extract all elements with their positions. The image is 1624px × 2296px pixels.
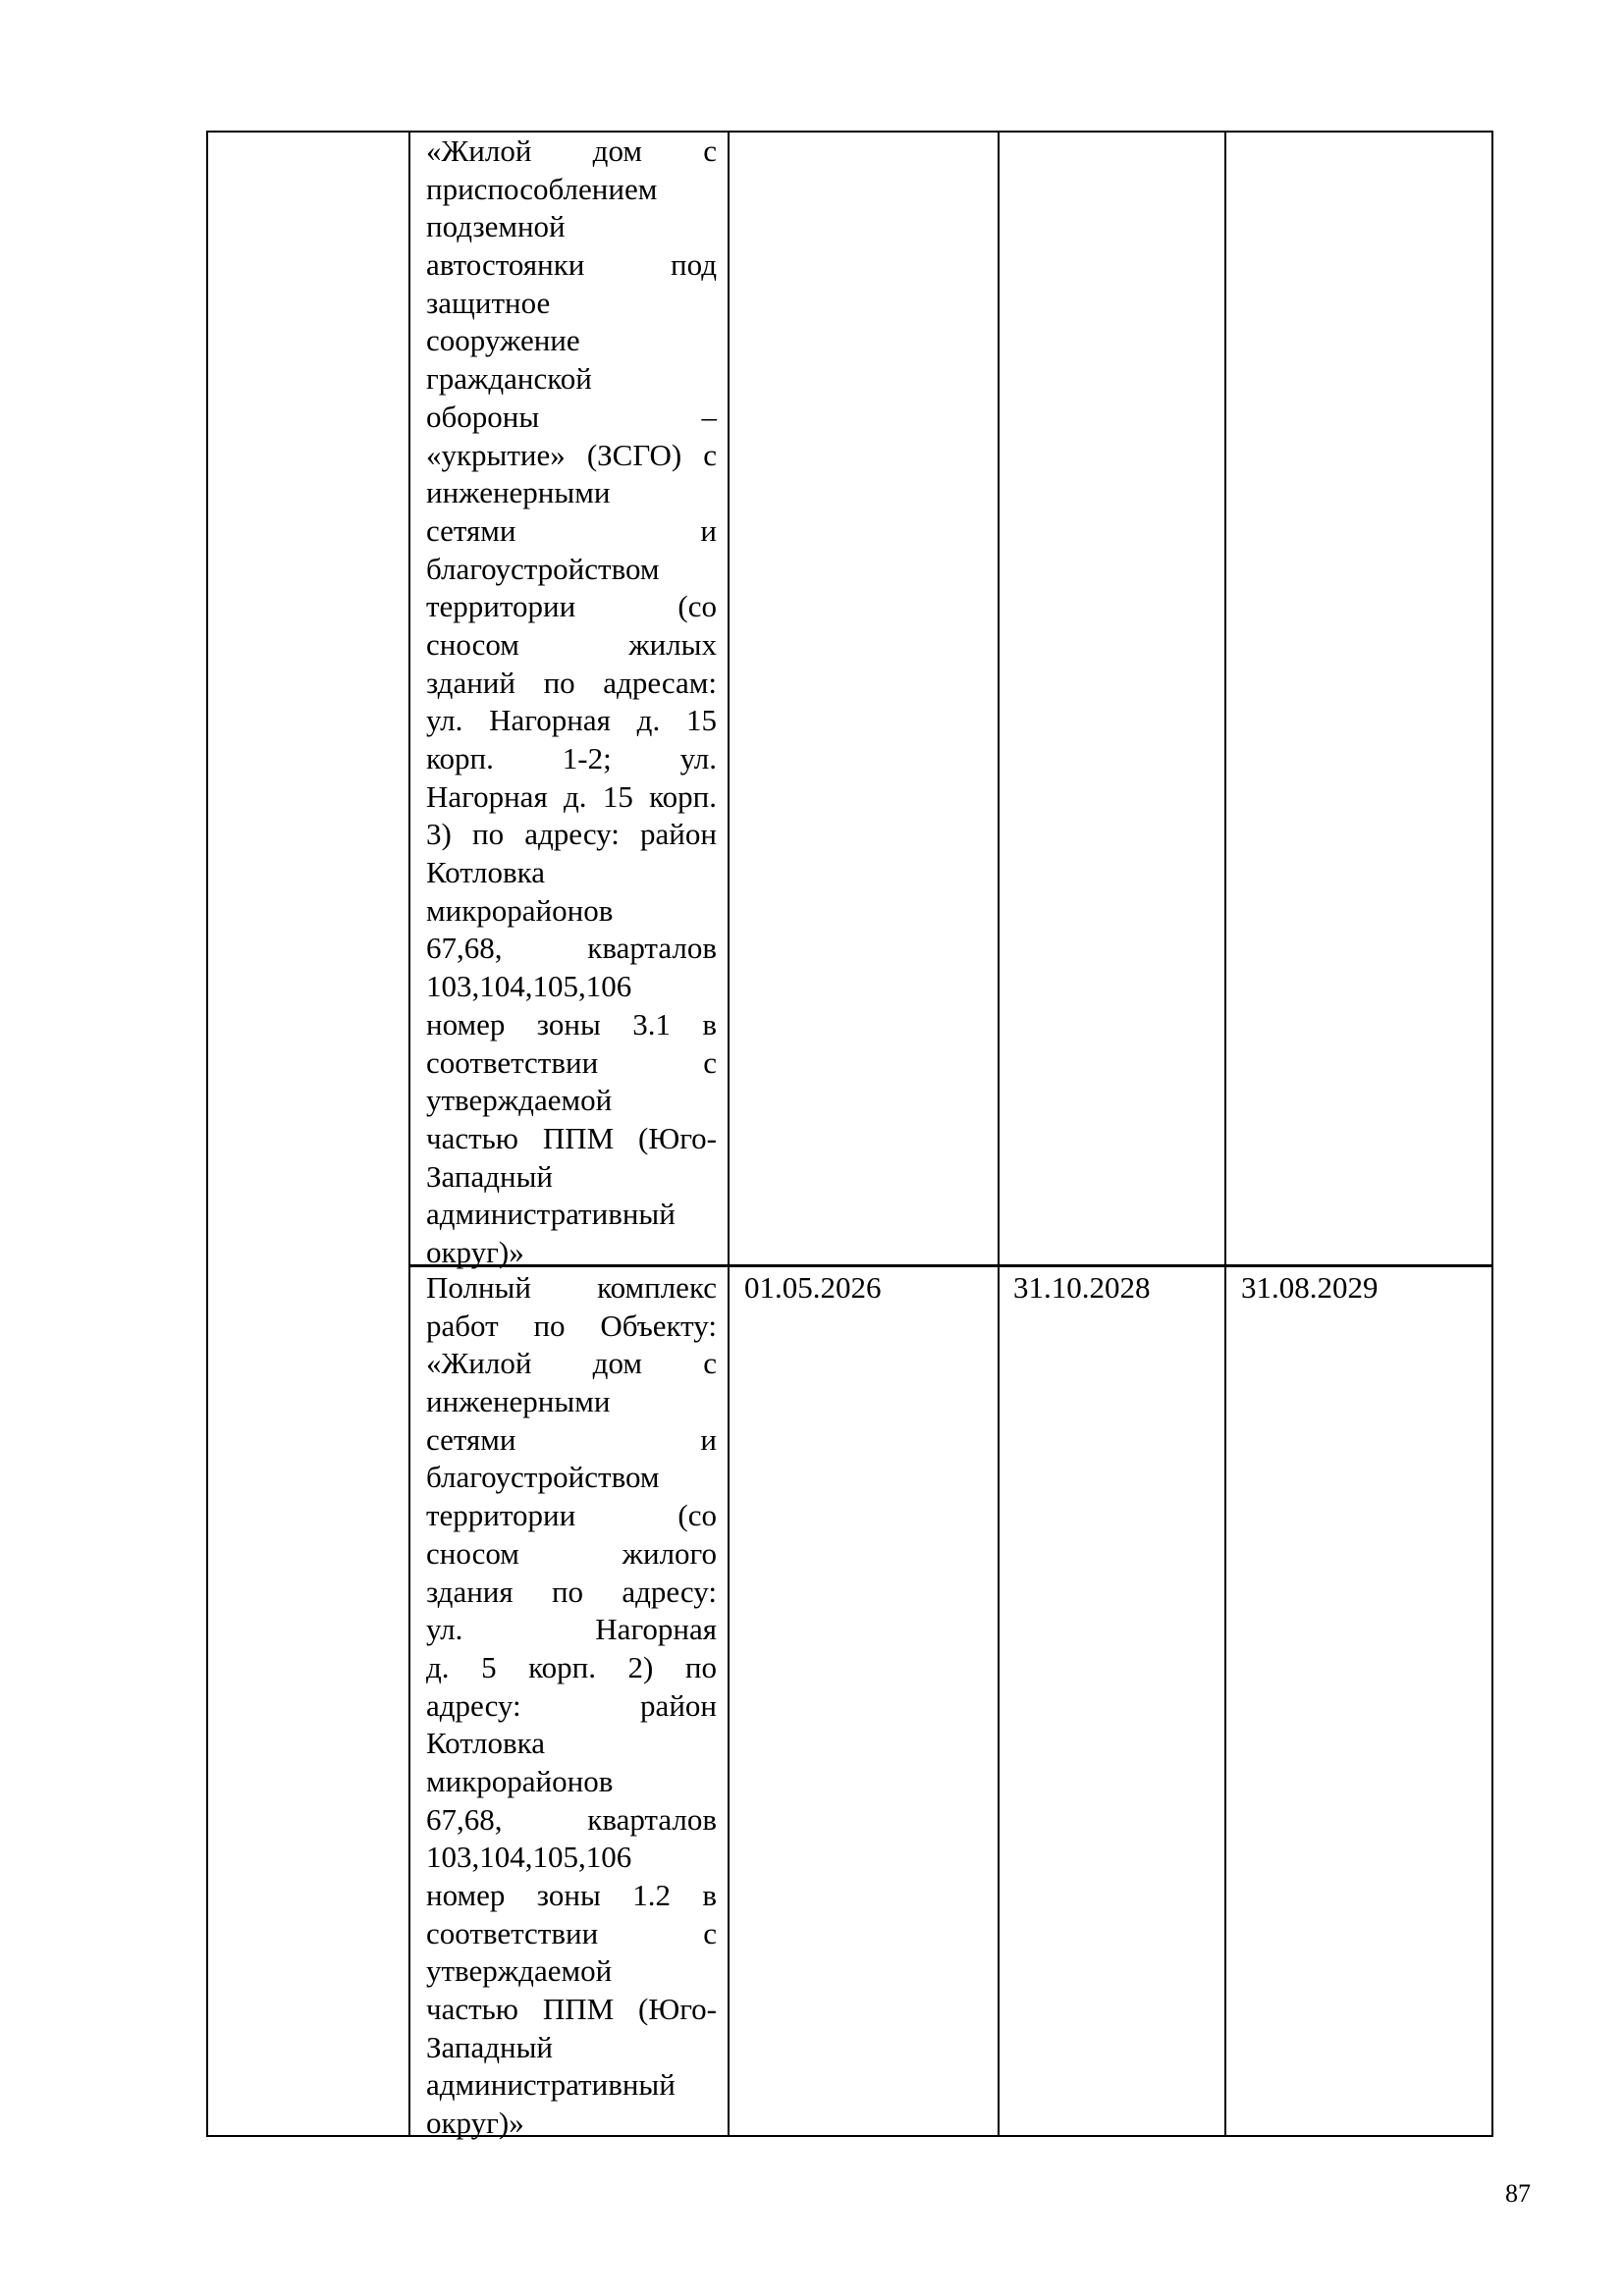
description-line: «Жилой дом с xyxy=(426,1346,717,1381)
description-line: территории (со xyxy=(426,589,717,624)
description-line: ул. Нагорная xyxy=(426,1612,717,1647)
description-line: Котловка xyxy=(426,1726,545,1761)
description-line: Котловка xyxy=(426,855,545,890)
description-line: здания по адресу: xyxy=(426,1574,717,1609)
description-line: территории (со xyxy=(426,1498,717,1533)
description-line: корп. 1-2; ул. xyxy=(426,741,717,775)
description-line: зданий по адресам: xyxy=(426,665,717,700)
description-line: номер зоны 3.1 в xyxy=(426,1006,717,1041)
description-line: сооружение xyxy=(426,323,580,358)
description-line: соответствии с xyxy=(426,1044,717,1080)
table-row-2-mid-date: 31.10.2028 xyxy=(1013,1270,1151,1305)
schedule-table xyxy=(206,131,1493,2141)
table-row-2-start-date: 01.05.2026 xyxy=(744,1270,882,1305)
description-line: «укрытие» (ЗСГО) с xyxy=(426,437,717,472)
description-line: 67,68, кварталов xyxy=(426,1801,717,1837)
description-line: Нагорная д. 15 корп. xyxy=(426,778,717,814)
description-line: административный xyxy=(426,1197,676,1232)
description-line: округ)» xyxy=(426,2106,524,2141)
description-line: Полный комплекс xyxy=(426,1270,717,1305)
description-line: инженерными xyxy=(426,475,611,510)
description-line: адресу: район xyxy=(426,1687,717,1723)
description-line: автостоянки под xyxy=(426,247,717,283)
description-line: частью ППМ (Юго- xyxy=(426,1992,717,2027)
description-line: приспособлением xyxy=(426,171,658,206)
description-line: 3) по адресу: район xyxy=(426,817,717,852)
column-divider xyxy=(408,133,410,2135)
description-line: микрорайонов xyxy=(426,1763,614,1798)
description-line: Западный xyxy=(426,2029,554,2064)
description-line: утверждаемой xyxy=(426,1083,613,1118)
table-row-2-description xyxy=(426,1269,717,2143)
description-line: обороны – xyxy=(426,399,717,434)
description-line: номер зоны 1.2 в xyxy=(426,1878,717,1912)
description-line: гражданской xyxy=(426,361,592,397)
column-divider xyxy=(998,133,1000,2135)
description-line: микрорайонов xyxy=(426,892,614,928)
description-line: 103,104,105,106 xyxy=(426,969,632,1004)
column-divider xyxy=(1224,133,1226,2135)
description-line: утверждаемой xyxy=(426,1953,613,1989)
description-line: 103,104,105,106 xyxy=(426,1840,632,1875)
description-line: благоустройством xyxy=(426,551,660,586)
description-line: защитное xyxy=(426,285,551,320)
table-row-1-description xyxy=(426,133,717,1272)
description-line: 67,68, кварталов xyxy=(426,931,717,966)
description-line: сетями и xyxy=(426,512,717,548)
description-line: подземной xyxy=(426,209,566,244)
description-line: частью ППМ (Юго- xyxy=(426,1120,717,1155)
description-line: д. 5 корп. 2) по xyxy=(426,1649,717,1684)
table-row-2-end-date: 31.08.2029 xyxy=(1241,1270,1379,1305)
description-line: сетями и xyxy=(426,1421,717,1457)
column-divider xyxy=(728,133,730,2135)
description-line: соответствии с xyxy=(426,1915,717,1950)
description-line: «Жилой дом с xyxy=(426,133,717,168)
description-line: округ)» xyxy=(426,1234,524,1269)
description-line: административный xyxy=(426,2067,676,2103)
description-line: благоустройством xyxy=(426,1460,660,1495)
description-line: ул. Нагорная д. 15 xyxy=(426,703,717,738)
description-line: сносом жилых xyxy=(426,626,717,662)
description-line: инженерными xyxy=(426,1384,611,1419)
description-line: работ по Объекту: xyxy=(426,1308,717,1343)
description-line: сносом жилого xyxy=(426,1535,717,1571)
page-number: 87 xyxy=(1505,2179,1531,2208)
description-line: Западный xyxy=(426,1158,554,1194)
